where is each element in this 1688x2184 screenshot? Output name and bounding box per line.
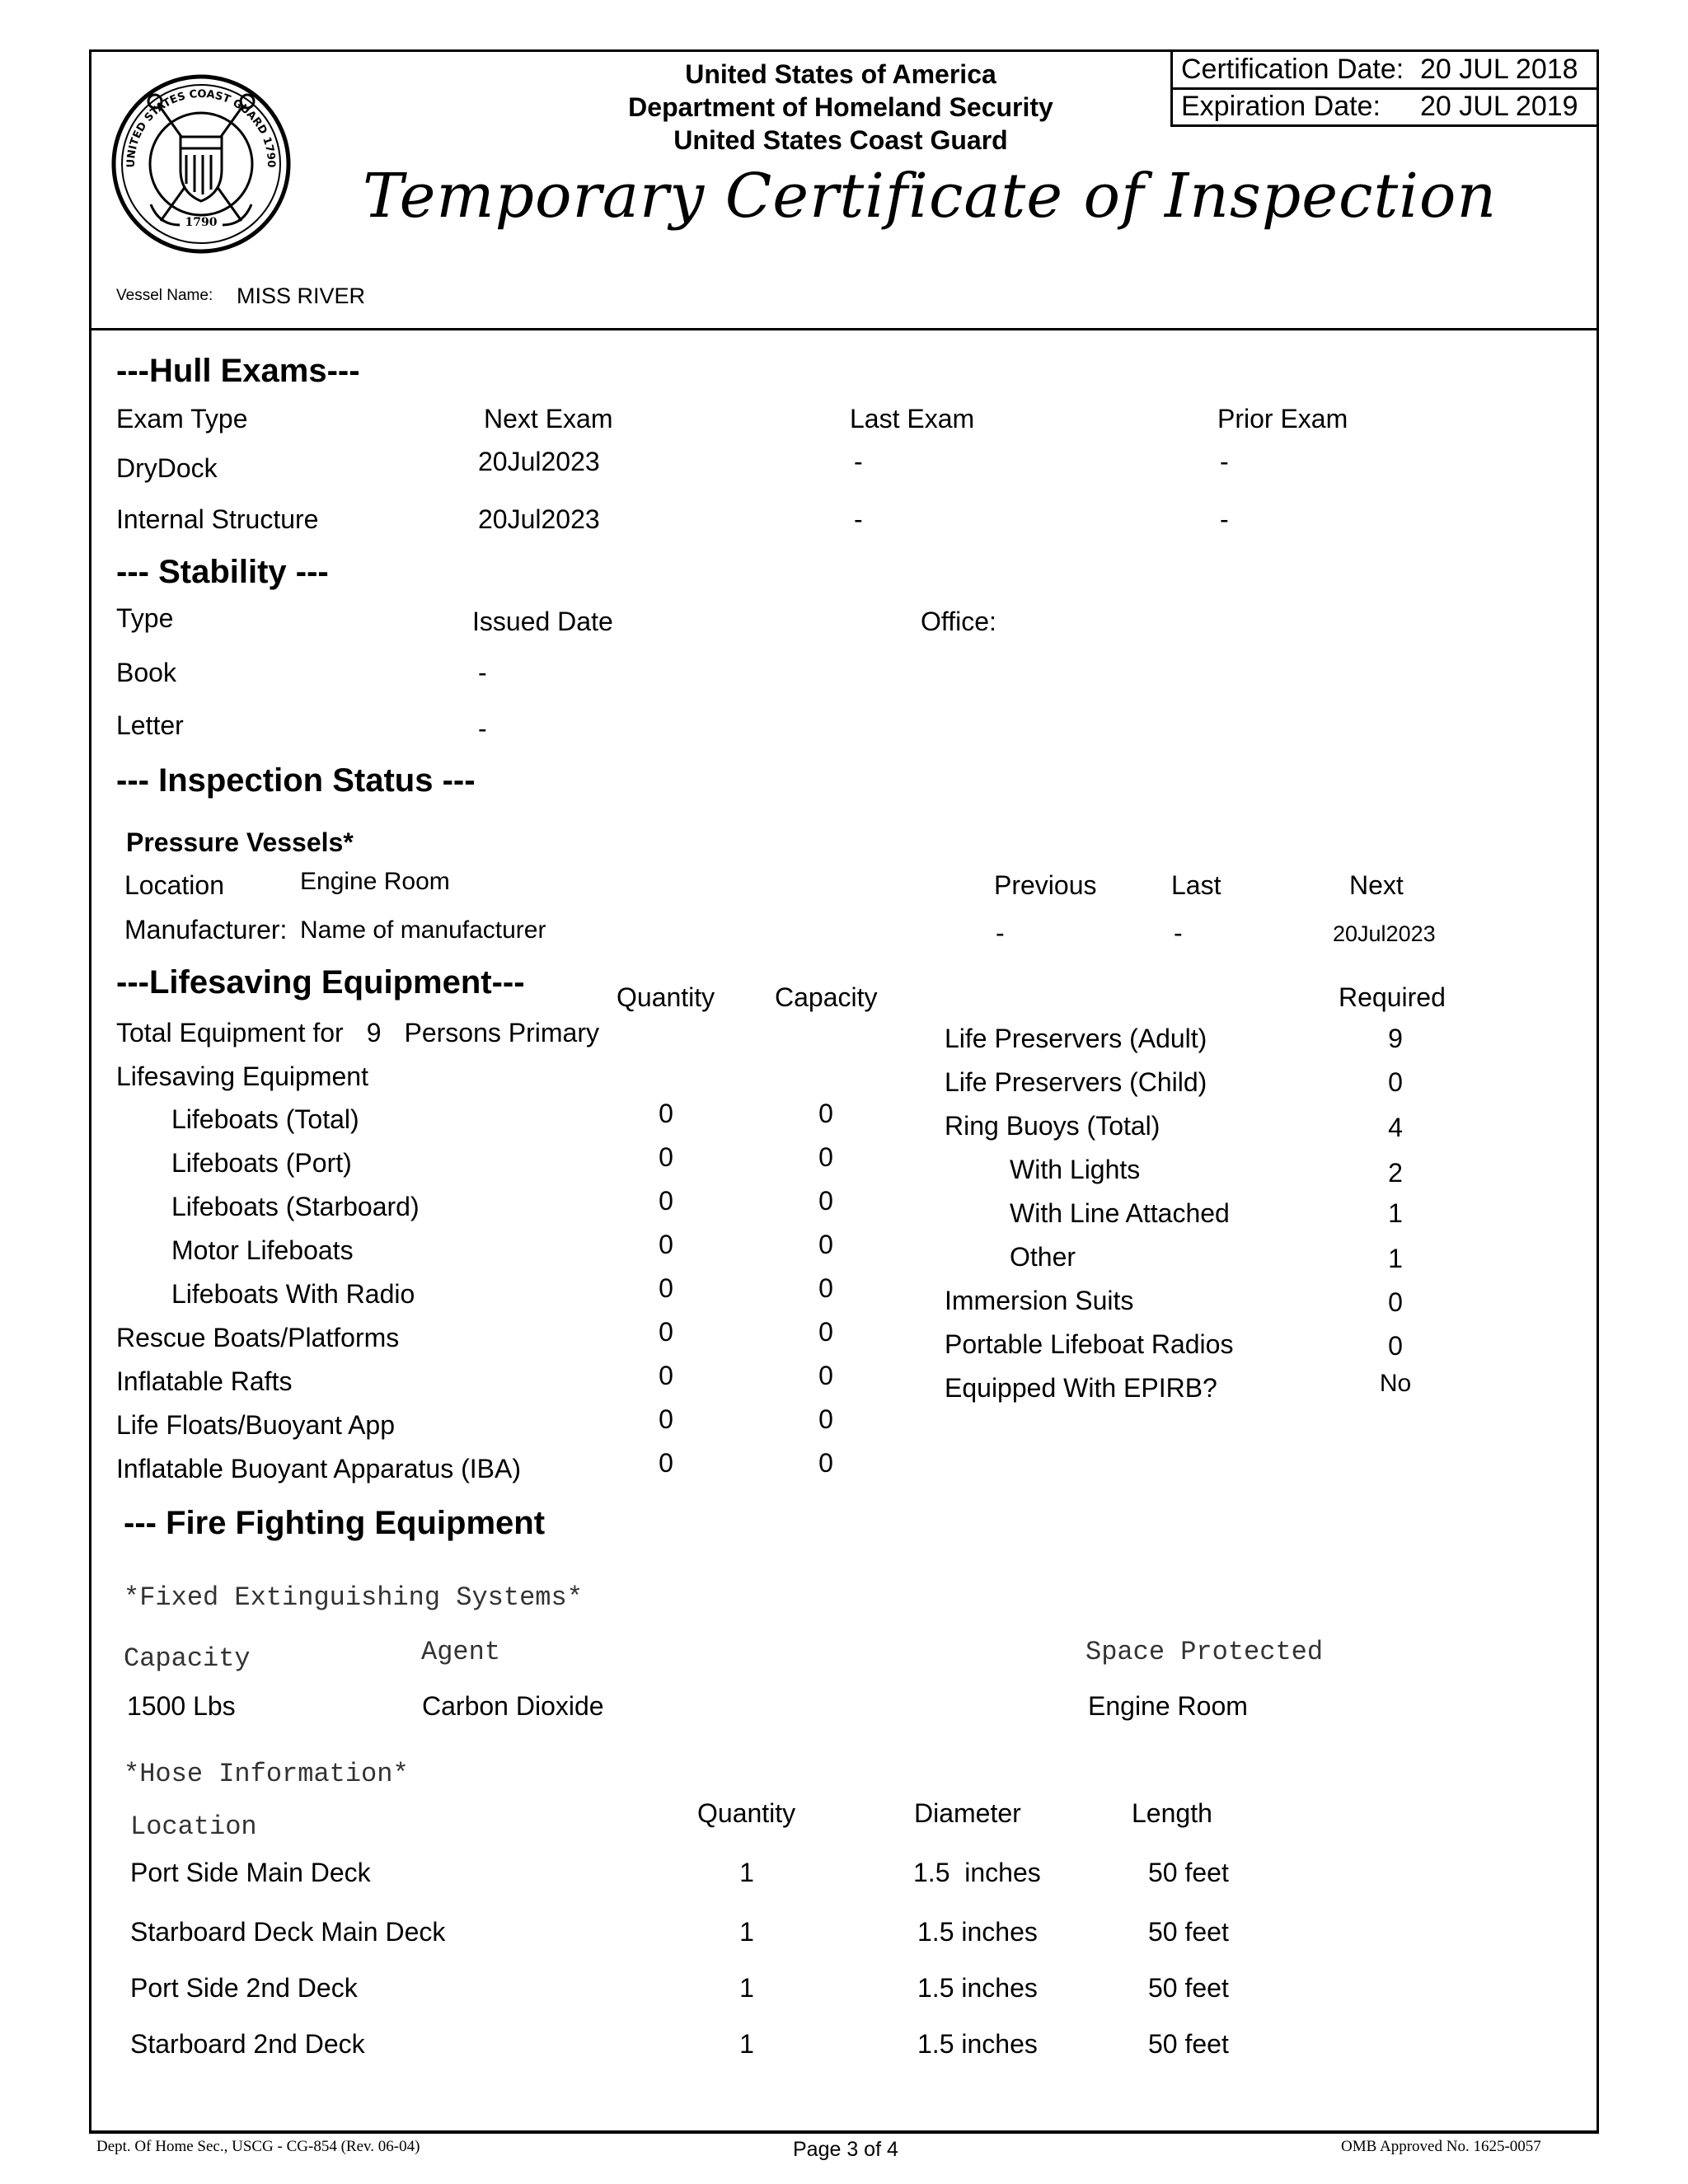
lifesaving-row-cap: 0 — [818, 1317, 833, 1347]
fire-fighting-heading: --- Fire Fighting Equipment — [124, 1505, 546, 1541]
agency-line-1: United States of America — [685, 59, 996, 89]
lifesaving-row-label: Lifeboats (Total) — [171, 1104, 359, 1134]
lifesaving-row-cap: 0 — [818, 1142, 833, 1172]
total-equipment-count: 9 — [366, 1018, 382, 1047]
inspection-status-heading: --- Inspection Status --- — [116, 762, 476, 799]
hull-row-internal-last: - — [854, 504, 863, 534]
hull-col-prior-exam: Prior Exam — [1217, 404, 1348, 434]
manufacturer-label: Manufacturer: — [124, 915, 288, 944]
pressure-next-value: 20Jul2023 — [1333, 921, 1436, 946]
pressure-col-previous: Previous — [994, 870, 1097, 900]
vessel-name-label: Vessel Name: — [116, 287, 213, 304]
lifesaving-row-label: Rescue Boats/Platforms — [116, 1323, 400, 1352]
hose-row-quantity: 1 — [739, 1973, 754, 2003]
lifesaving-row-qty: 0 — [659, 1273, 673, 1303]
total-equipment-prefix: Total Equipment for — [116, 1018, 344, 1047]
required-row-label: With Line Attached — [1010, 1198, 1230, 1228]
total-equipment-suffix: Persons Primary — [404, 1018, 599, 1047]
lifesaving-row-cap: 0 — [818, 1099, 833, 1128]
stability-col-office: Office: — [921, 607, 996, 636]
lifesaving-row-label: Motor Lifeboats — [171, 1235, 354, 1265]
required-row-value: 0 — [1388, 1287, 1403, 1317]
seal-text: UNITED STATES COAST GUARD 1790 — [124, 87, 278, 168]
lifesaving-row-label: Life Floats/Buoyant App — [116, 1410, 395, 1440]
required-row-value: 2 — [1388, 1158, 1403, 1188]
lifesaving-row-label: Inflatable Buoyant Apparatus (IBA) — [116, 1454, 521, 1483]
manufacturer-value: Name of manufacturer — [300, 916, 546, 944]
hull-col-exam-type: Exam Type — [116, 404, 248, 434]
lifesaving-row-label: Inflatable Rafts — [116, 1366, 293, 1396]
hose-col-location: Location — [130, 1811, 257, 1842]
hull-row-drydock-type: DryDock — [116, 453, 218, 483]
fixed-col-agent: Agent — [421, 1637, 501, 1667]
lifesaving-row-label: Lifeboats (Port) — [171, 1148, 352, 1178]
lifesaving-row-qty: 0 — [659, 1361, 673, 1390]
certification-date-box — [1170, 49, 1599, 127]
lifesaving-row-qty: 0 — [659, 1099, 673, 1128]
required-row-value: 4 — [1388, 1113, 1403, 1142]
lifesaving-row-cap: 0 — [818, 1186, 833, 1216]
lifesaving-row-label: Lifeboats (Starboard) — [171, 1192, 420, 1221]
hose-information-label: *Hose Information* — [124, 1759, 409, 1789]
required-row-label: Other — [1010, 1242, 1076, 1272]
pressure-location-value: Engine Room — [300, 868, 450, 895]
footer-form-number: Dept. Of Home Sec., USCG - CG-854 (Rev. 06-04) — [96, 2138, 420, 2155]
lifesaving-heading: ---Lifesaving Equipment--- — [116, 964, 525, 1001]
hull-row-drydock-prior: - — [1220, 447, 1229, 476]
hose-col-quantity: Quantity — [697, 1798, 796, 1828]
fixed-extinguishing-label: *Fixed Extinguishing Systems* — [124, 1582, 583, 1613]
stability-letter-date: - — [478, 714, 487, 743]
hose-col-length: Length — [1132, 1798, 1212, 1828]
required-row-value: 0 — [1388, 1331, 1403, 1361]
agency-line-3: United States Coast Guard — [673, 125, 1008, 155]
required-row-value: 9 — [1388, 1024, 1403, 1053]
pressure-vessels-subheading: Pressure Vessels* — [126, 827, 354, 857]
hose-row-diameter: 1.5 inches — [917, 1973, 1038, 2003]
required-row-label: With Lights — [1010, 1155, 1141, 1184]
required-row-label: Immersion Suits — [945, 1286, 1134, 1315]
hull-row-drydock-next: 20Jul2023 — [478, 447, 600, 476]
required-row-value: 1 — [1388, 1244, 1403, 1273]
lifesaving-row-qty: 0 — [659, 1186, 673, 1216]
hose-row-length: 50 feet — [1148, 1973, 1229, 2003]
lifesaving-row-qty: 0 — [659, 1142, 673, 1172]
required-row-label: Portable Lifeboat Radios — [945, 1329, 1234, 1359]
stability-col-type: Type — [116, 603, 174, 633]
pressure-col-next: Next — [1349, 870, 1404, 900]
required-row-label: Life Preservers (Child) — [945, 1067, 1207, 1097]
required-row-value: No — [1379, 1370, 1412, 1397]
required-row-label: Equipped With EPIRB? — [945, 1373, 1217, 1403]
lifesaving-col-required: Required — [1339, 982, 1446, 1012]
hose-row-location: Port Side Main Deck — [130, 1858, 371, 1887]
lifesaving-row-qty: 0 — [659, 1230, 673, 1259]
hose-row-quantity: 1 — [739, 1917, 754, 1947]
stability-col-issued-date: Issued Date — [472, 607, 613, 636]
lifesaving-col-capacity: Capacity — [775, 982, 878, 1012]
lifesaving-row-cap: 0 — [818, 1448, 833, 1478]
hull-row-drydock-last: - — [854, 447, 863, 476]
lifesaving-sub-label: Lifesaving Equipment — [116, 1062, 368, 1091]
lifesaving-row-qty: 0 — [659, 1404, 673, 1434]
footer-omb-number: OMB Approved No. 1625-0057 — [1341, 2138, 1541, 2155]
fixed-space-value: Engine Room — [1088, 1691, 1248, 1721]
footer-page-number: Page 3 of 4 — [793, 2138, 898, 2161]
expiration-date: 20 JUL 2019 — [1420, 91, 1578, 122]
coast-guard-seal-icon — [110, 73, 293, 255]
header-divider — [89, 328, 1599, 330]
hull-row-internal-next: 20Jul2023 — [478, 504, 600, 534]
hose-row-length: 50 feet — [1148, 1858, 1229, 1887]
lifesaving-row-cap: 0 — [818, 1273, 833, 1303]
pressure-col-last: Last — [1171, 870, 1221, 900]
hose-col-diameter: Diameter — [914, 1798, 1021, 1828]
pressure-previous-value: - — [996, 918, 1005, 948]
hull-col-last-exam: Last Exam — [850, 404, 975, 434]
lifesaving-row-qty: 0 — [659, 1448, 673, 1478]
hull-exams-heading: ---Hull Exams--- — [116, 353, 360, 389]
pressure-location-label: Location — [124, 870, 224, 900]
pressure-last-value: - — [1174, 918, 1183, 948]
fixed-col-space-protected: Space Protected — [1085, 1637, 1324, 1667]
document-title: Temporary Certificate of Inspection — [363, 161, 1498, 232]
fixed-col-capacity: Capacity — [124, 1643, 251, 1674]
required-row-value: 1 — [1388, 1198, 1403, 1228]
fixed-agent-value: Carbon Dioxide — [422, 1691, 604, 1721]
stability-row-book: Book — [116, 658, 176, 687]
stability-row-letter: Letter — [116, 710, 184, 740]
certification-date-label: Certification Date: — [1181, 54, 1404, 85]
fixed-capacity-value: 1500 Lbs — [127, 1691, 236, 1721]
agency-line-2: Department of Homeland Security — [628, 92, 1053, 122]
total-equipment-line — [116, 1018, 599, 1048]
stability-book-date: - — [478, 658, 487, 687]
hose-row-length: 50 feet — [1148, 1917, 1229, 1947]
hull-col-next-exam: Next Exam — [484, 404, 613, 434]
footer-divider — [89, 2131, 1599, 2134]
hose-row-location: Port Side 2nd Deck — [130, 1973, 358, 2003]
certification-date: 20 JUL 2018 — [1420, 54, 1578, 85]
hose-row-length: 50 feet — [1148, 2029, 1229, 2059]
hull-row-internal-prior: - — [1220, 504, 1229, 534]
lifesaving-row-label: Lifeboats With Radio — [171, 1279, 415, 1309]
svg-text:1790: 1790 — [185, 216, 218, 229]
lifesaving-row-cap: 0 — [818, 1361, 833, 1390]
required-row-label: Ring Buoys (Total) — [945, 1111, 1160, 1141]
hose-row-diameter: 1.5 inches — [917, 1917, 1038, 1947]
lifesaving-row-cap: 0 — [818, 1230, 833, 1259]
hose-row-quantity: 1 — [739, 1858, 754, 1887]
hose-row-diameter: 1.5 inches — [917, 2029, 1038, 2059]
hose-row-location: Starboard 2nd Deck — [130, 2029, 365, 2059]
hose-row-location: Starboard Deck Main Deck — [130, 1917, 446, 1947]
lifesaving-row-cap: 0 — [818, 1404, 833, 1434]
required-row-value: 0 — [1388, 1067, 1403, 1097]
required-row-label: Life Preservers (Adult) — [945, 1024, 1207, 1053]
hose-row-quantity: 1 — [739, 2029, 754, 2059]
lifesaving-row-qty: 0 — [659, 1317, 673, 1347]
stability-heading: --- Stability --- — [116, 554, 329, 590]
lifesaving-col-quantity: Quantity — [617, 982, 715, 1012]
hose-row-diameter: 1.5 inches — [913, 1858, 1041, 1887]
vessel-name: MISS RIVER — [237, 284, 366, 308]
hull-row-internal-type: Internal Structure — [116, 504, 319, 534]
expiration-date-label: Expiration Date: — [1181, 91, 1381, 122]
